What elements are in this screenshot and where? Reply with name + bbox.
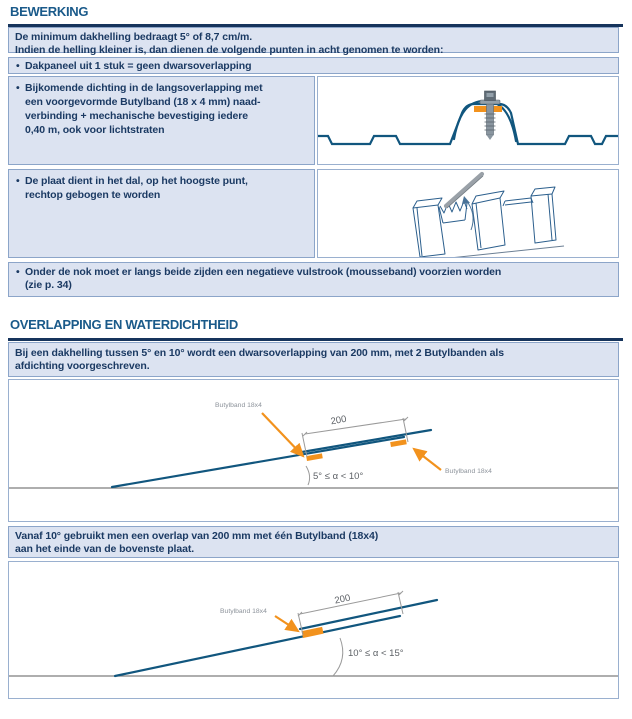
intro-line: De minimum dakhelling bedraagt 5° of 8,7 cm/m. [15,31,253,43]
section2-intro-box [8,342,619,377]
row-illustration-cell [317,76,619,165]
section2-mid-box [8,526,619,558]
dimension-label: 200 [329,413,348,428]
upper-sheet [302,430,431,452]
panel-rib-fastener-illustration [318,77,618,164]
row-text-line: Bijkomende dichting in de langsoverlapping met [25,82,263,94]
butylband-strip [390,439,407,447]
row-text-line: 0,40 m, ook voor lichtstraten [25,124,165,136]
row-text-cell [8,169,315,258]
angle-arc [306,466,310,485]
butylband-label-bottom: Butylband 18x4 [445,468,492,475]
butylband-strip [306,453,323,461]
bullet: • [16,60,20,72]
section1-title: BEWERKING [10,4,89,19]
row-text-line: Onder de nok moet er langs beide zijden een negatieve vulstrook (mousseband) voorzien worden [25,266,502,278]
intro-line: Indien de helling kleiner is, dan dienen de volgende punten in acht genomen te worden: [15,44,444,56]
butylband-arrow [275,616,298,631]
dimension-label: 200 [333,592,352,607]
butylband-arrow [414,449,441,470]
butylband-label: Butylband 18x4 [220,608,267,615]
upper-sheet [300,600,437,629]
row-text-line: rechtop gebogen te worden [25,189,161,201]
overlap-diagram-2-box [8,561,619,699]
angle-label: 5° ≤ α < 10° [313,471,364,482]
overlap-diagram-1-box [8,379,619,522]
table-row-dakpaneel [8,57,619,74]
row-text-line: De plaat dient in het dal, op het hoogste punt, [25,175,248,187]
row-illustration-cell [317,169,619,258]
section1-intro-box [8,27,619,56]
table-row-bending [8,169,619,258]
intro-line: afdichting voorgeschreven. [15,360,150,372]
row-text-line: (zie p. 34) [25,279,72,291]
intro-line: Bij een dakhelling tussen 5° en 10° wordt een dwarsoverlapping van 200 mm, met 2 Butylbanden als [15,347,504,359]
overlap-diagram-10-15deg [9,562,618,698]
dimension-200 [298,591,403,635]
section2-rule [8,338,623,341]
lower-sheet [115,616,400,676]
bullet: • [16,82,20,94]
table-row-butylband [8,76,619,165]
table-row-mousseband [8,262,619,297]
bullet: • [16,266,20,278]
bullet: • [16,175,20,187]
overlap-diagram-5-10deg [9,380,618,521]
row-text-cell [8,76,315,165]
mid-line: Vanaf 10° gebruikt men een overlap van 200 mm met één Butylband (18x4) [15,530,379,542]
butylband-arrow [262,413,303,456]
valley-bending-illustration [318,170,618,257]
screw-fastener [480,91,500,140]
section2-title: OVERLAPPING EN WATERDICHTHEID [10,317,238,332]
row-text: Dakpaneel uit 1 stuk = geen dwarsoverlapping [25,60,252,72]
angle-label: 10° ≤ α < 15° [348,648,404,659]
row-text-line: een voorgevormde Butylband (18 x 4 mm) naad- [25,96,261,108]
mid-line: aan het einde van de bovenste plaat. [15,543,195,555]
butylband-label-top: Butylband 18x4 [215,402,262,409]
angle-arc [333,638,343,676]
row-text-line: verbinding + mechanische bevestiging iedere [25,110,248,122]
